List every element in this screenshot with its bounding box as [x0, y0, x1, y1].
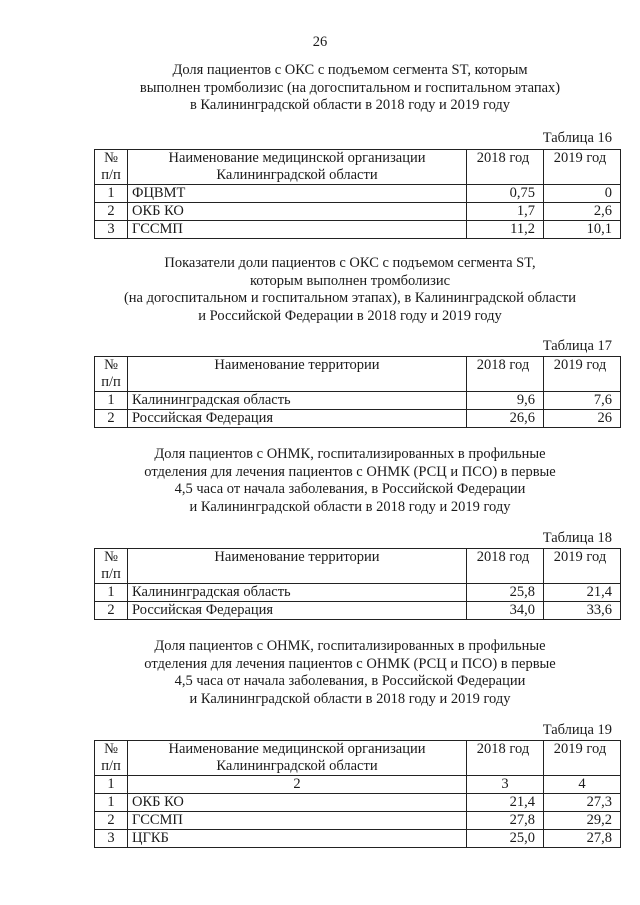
header-num: № п/п [95, 549, 128, 584]
row-2019: 27,8 [544, 830, 621, 848]
header-num: № п/п [95, 150, 128, 185]
row-name: Калининградская область [128, 584, 467, 602]
row-2018: 25,0 [467, 830, 544, 848]
table-row [95, 584, 621, 602]
col-number: 3 [467, 776, 544, 794]
col-number: 2 [128, 776, 467, 794]
row-name: Российская Федерация [128, 602, 467, 620]
heading-line: и Российской Федерации в 2018 году и 2019 году [198, 307, 502, 324]
row-2019: 0 [544, 185, 621, 203]
row-2019: 7,6 [544, 392, 621, 410]
table-header-row [95, 357, 621, 392]
header-2019: 2019 год [544, 549, 621, 584]
table-row [95, 203, 621, 221]
section-heading [60, 446, 640, 516]
row-2019: 10,1 [544, 221, 621, 239]
heading-line: которым выполнен тромболизис [249, 272, 451, 289]
table-row [95, 221, 621, 239]
header-name: Наименование территории [128, 549, 467, 584]
heading-line: и Калининградской области в 2018 году и 2019 году [189, 690, 511, 707]
table-header-row [95, 741, 621, 776]
row-num: 3 [95, 830, 128, 848]
table-19 [94, 740, 621, 848]
row-name: ЦГКБ [128, 830, 467, 848]
row-name: ОКБ КО [128, 203, 467, 221]
row-2018: 34,0 [467, 602, 544, 620]
table-header-row [95, 549, 621, 584]
row-num: 3 [95, 221, 128, 239]
row-2018: 11,2 [467, 221, 544, 239]
table-label: Таблица 16 [542, 130, 612, 146]
col-number: 4 [544, 776, 621, 794]
table-header-row [95, 150, 621, 185]
header-num: № п/п [95, 741, 128, 776]
header-name: Наименование медицинской организации Калининградской области [128, 150, 467, 185]
table-label: Таблица 17 [542, 338, 612, 354]
row-2018: 27,8 [467, 812, 544, 830]
heading-line: (на догоспитальном и госпитальном этапах), в Калининградской области [123, 290, 577, 307]
page-number: 26 [312, 34, 328, 50]
heading-line: отделения для лечения пациентов с ОНМК (РСЦ и ПСО) в первые [144, 463, 556, 480]
row-name: ГССМП [128, 812, 467, 830]
table-row [95, 794, 621, 812]
section-heading [60, 255, 640, 325]
heading-line: выполнен тромболизис (на догоспитальном и госпитальном этапах) [139, 79, 561, 96]
table-row [95, 392, 621, 410]
row-num: 2 [95, 203, 128, 221]
row-name: ФЦВМТ [128, 185, 467, 203]
heading-line: 4,5 часа от начала заболевания, в Российской Федерации [174, 673, 526, 690]
header-2018: 2018 год [467, 150, 544, 185]
heading-line: Показатели доли пациентов с ОКС с подъемом сегмента ST, [164, 255, 536, 271]
table-row [95, 602, 621, 620]
col-number: 1 [95, 776, 128, 794]
heading-line: в Калининградской области в 2018 году и 2019 году [189, 97, 511, 114]
section-heading [60, 638, 640, 708]
row-name: ОКБ КО [128, 794, 467, 812]
table-row [95, 812, 621, 830]
heading-line: и Калининградской области в 2018 году и 2019 году [189, 498, 511, 515]
row-num: 2 [95, 602, 128, 620]
row-2019: 33,6 [544, 602, 621, 620]
row-2018: 25,8 [467, 584, 544, 602]
header-2018: 2018 год [467, 549, 544, 584]
row-2018: 21,4 [467, 794, 544, 812]
row-name: ГССМП [128, 221, 467, 239]
column-number-row [95, 776, 621, 794]
row-num: 2 [95, 812, 128, 830]
table-row [95, 830, 621, 848]
row-num: 1 [95, 584, 128, 602]
table-17 [94, 356, 621, 428]
heading-line: Доля пациентов с ОНМК, госпитализированных в профильные [154, 446, 546, 462]
header-num: № п/п [95, 357, 128, 392]
row-num: 2 [95, 410, 128, 428]
row-2019: 21,4 [544, 584, 621, 602]
header-2018: 2018 год [467, 357, 544, 392]
table-16 [94, 149, 621, 239]
header-name: Наименование медицинской организации Калининградской области [128, 741, 467, 776]
table-row [95, 185, 621, 203]
row-2018: 1,7 [467, 203, 544, 221]
heading-line: отделения для лечения пациентов с ОНМК (РСЦ и ПСО) в первые [144, 655, 556, 672]
row-2018: 26,6 [467, 410, 544, 428]
heading-line: Доля пациентов с ОНМК, госпитализированных в профильные [154, 638, 546, 654]
header-2019: 2019 год [544, 150, 621, 185]
row-2019: 29,2 [544, 812, 621, 830]
row-num: 1 [95, 794, 128, 812]
row-2019: 2,6 [544, 203, 621, 221]
row-num: 1 [95, 185, 128, 203]
table-label: Таблица 19 [542, 722, 612, 738]
heading-line: Доля пациентов с ОКС с подъемом сегмента ST, которым [172, 62, 528, 78]
row-name: Российская Федерация [128, 410, 467, 428]
heading-line: 4,5 часа от начала заболевания, в Российской Федерации [174, 481, 526, 498]
table-row [95, 410, 621, 428]
row-2019: 27,3 [544, 794, 621, 812]
section-heading [60, 62, 640, 115]
row-2019: 26 [544, 410, 621, 428]
table-18 [94, 548, 621, 620]
header-2019: 2019 год [544, 741, 621, 776]
row-num: 1 [95, 392, 128, 410]
table-label: Таблица 18 [542, 530, 612, 546]
header-2019: 2019 год [544, 357, 621, 392]
row-name: Калининградская область [128, 392, 467, 410]
row-2018: 9,6 [467, 392, 544, 410]
row-2018: 0,75 [467, 185, 544, 203]
header-2018: 2018 год [467, 741, 544, 776]
header-name: Наименование территории [128, 357, 467, 392]
